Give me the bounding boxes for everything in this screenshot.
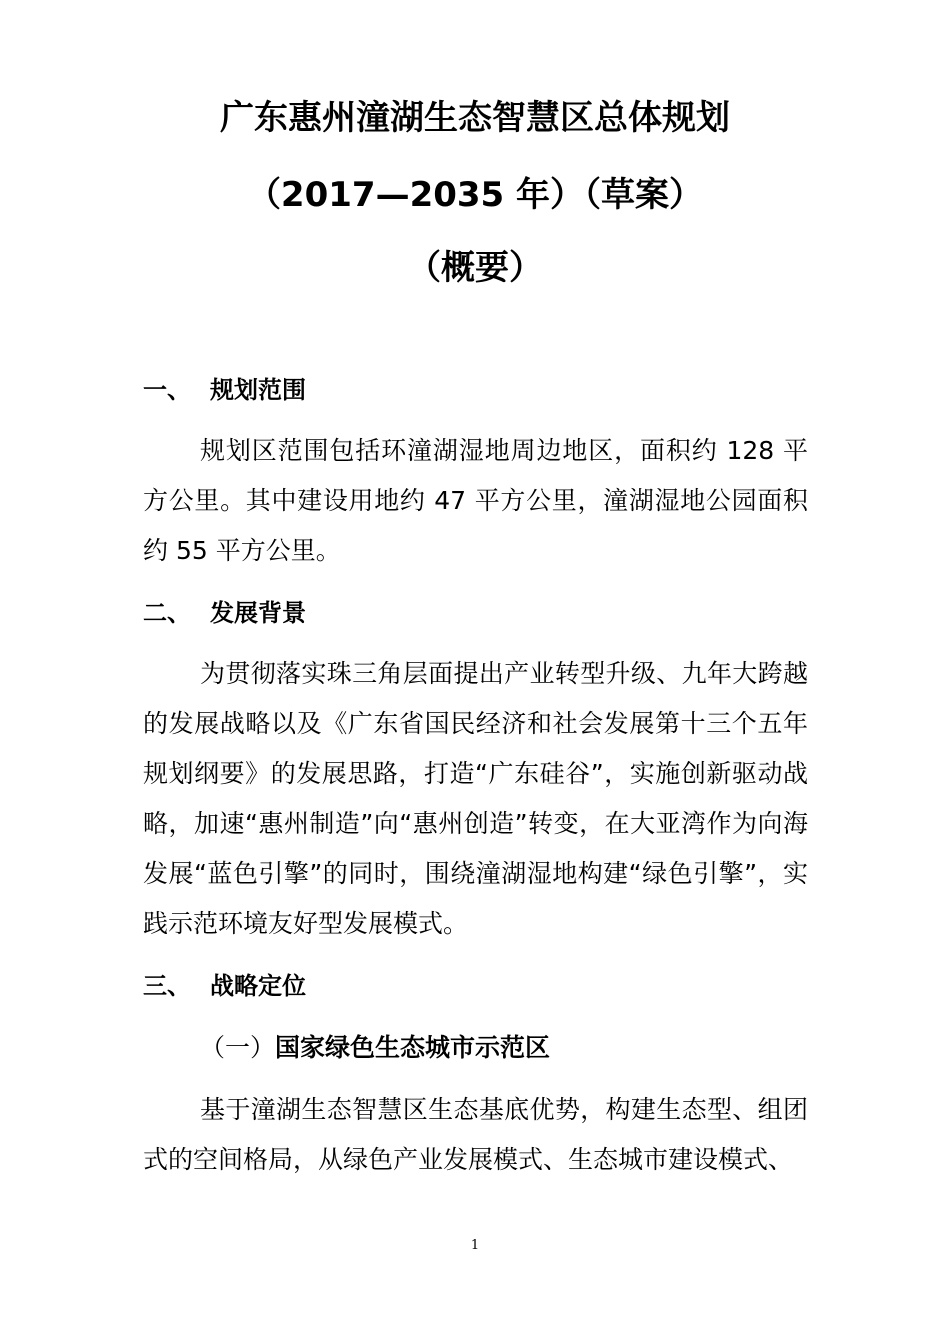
subsection-number: （一） <box>200 1033 276 1062</box>
document-subtitle-summary: （概要） <box>407 248 543 288</box>
subsection-heading-green-eco-city <box>200 1033 550 1063</box>
page-number: 1 <box>470 1238 480 1253</box>
section-number: 三、 <box>143 972 191 1000</box>
document-title: 广东惠州潼湖生态智慧区总体规划 <box>220 98 730 138</box>
section-paragraph-strategic-positioning: 基于潼湖生态智慧区生态基底优势，构建生态型、组团式的空间格局，从绿色产业发展模式、生态城市建设模式、 <box>143 1095 808 1174</box>
section-number: 一、 <box>143 376 191 404</box>
subsection-title: 国家绿色生态城市示范区 <box>275 1033 551 1062</box>
section-title: 发展背景 <box>210 599 306 627</box>
section-title: 规划范围 <box>210 376 306 404</box>
document-subtitle-years: （2017—2035 年）（草案） <box>246 175 704 215</box>
section-paragraph-development-background: 为贯彻落实珠三角层面提出产业转型升级、九年大跨越的发展战略以及《广东省国民经济和社会发展第十三个五年规划纲要》的发展思路，打造“广东硅谷”，实施创新驱动战略，加速“惠州制造”向“惠州创造”转变，在大亚湾作为向海发展“蓝色引擎”的同时，围绕潼湖湿地构建“绿色引擎”，实践示范环境友好型发展模式。 <box>143 659 808 938</box>
section-number: 二、 <box>143 599 191 627</box>
section-heading-development-background <box>143 598 306 628</box>
section-heading-strategic-positioning <box>143 971 306 1001</box>
section-heading-planning-scope <box>143 375 306 405</box>
section-title: 战略定位 <box>210 972 306 1000</box>
section-paragraph-planning-scope: 规划区范围包括环潼湖湿地周边地区，面积约 128 平方公里。其中建设用地约 47 平方公里，潼湖湿地公园面积约 55 平方公里。 <box>143 436 808 565</box>
